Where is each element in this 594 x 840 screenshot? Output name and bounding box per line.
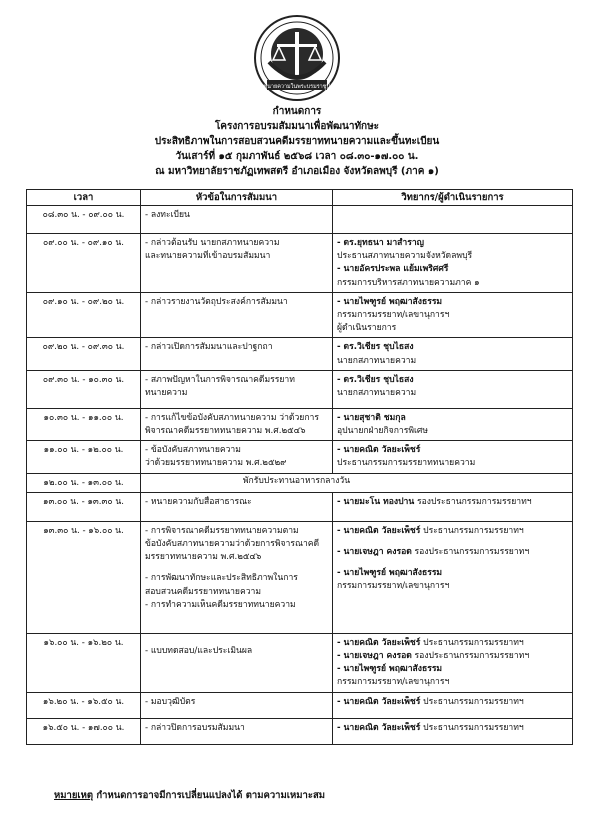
topic-line: พิจารณาคดีมรรยาททนายความ พ.ศ.๒๕๔๖ (145, 426, 306, 437)
topic-cell (141, 206, 333, 234)
topic-line: - การทำความเห็นคดีมรรยาททนายความ (145, 599, 296, 610)
topic-line: - ลงทะเบียน (145, 210, 190, 220)
time-cell: ๑๓.๓๐ น. - ๑๖.๐๐ น. (27, 521, 141, 633)
speaker-name: - ดร.วิเชียร ชุบไธสง (337, 374, 414, 385)
topic-line: - มอบวุฒิบัตร (145, 696, 196, 707)
speaker-role: กรรมการมรรยาท/เลขานุการฯ (337, 677, 450, 688)
topic-line: - ข้อบังคับสภาทนายความ (145, 445, 241, 456)
speaker-name-line (337, 722, 568, 735)
speaker-cell (333, 633, 573, 692)
time-cell: ๐๙.๓๐ น. - ๑๐.๓๐ น. (27, 370, 141, 408)
speaker-name-line (337, 567, 568, 580)
speaker-name-line (337, 637, 568, 650)
time-cell: ๐๙.๑๐ น. - ๐๙.๒๐ น. (27, 292, 141, 338)
topic-cell (141, 441, 333, 473)
header-project-cont: ประสิทธิภาพในการสอบสวนคดีมรรยาททนายความและขึ้นทะเบียน (154, 136, 440, 147)
speaker-name-line (337, 650, 568, 663)
time-cell: ๐๙.๒๐ น. - ๐๙.๓๐ น. (27, 338, 141, 370)
speaker-role: ประธานกรรมการมรรยาทฯ (420, 696, 524, 707)
time-cell: ๐๙.๐๐ น. - ๐๙.๑๐ น. (27, 234, 141, 293)
speaker-cell (333, 370, 573, 408)
speaker-role: ประธานกรรมการมรรยาททนายความ (337, 458, 476, 469)
speaker-role: รองประธานกรรมการมรรยาทฯ (414, 496, 532, 507)
speaker-name: - นายมะโน ทองปาน (337, 496, 415, 507)
speaker-role: ประธานกรรมการมรรยาทฯ (420, 722, 524, 733)
table-row (27, 633, 573, 692)
table-row (27, 338, 573, 370)
topic-line: สอบสวนคดีมรรยาททนายความ (145, 586, 262, 597)
topic-line: - กล่าวปิดการอบรมสัมมนา (145, 722, 245, 733)
speaker-name-line (337, 444, 568, 457)
time-cell: ๐๘.๓๐ น. - ๐๙.๐๐ น. (27, 206, 141, 234)
document-header (0, 104, 594, 179)
seal-text: สภาทนายความในพระบรมราชูปถัมภ์ (253, 84, 341, 90)
table-row (27, 292, 573, 338)
topic-cell (141, 633, 333, 692)
speaker-name: - นายไพฑูรย์ พฤฒาสังธรรม (337, 296, 443, 307)
topic-line: - การพัฒนาทักษะและประสิทธิภาพในการ (145, 573, 298, 584)
time-cell: ๑๓.๐๐ น. - ๑๓.๓๐ น. (27, 492, 141, 521)
time-cell: ๑๖.๒๐ น. - ๑๖.๕๐ น. (27, 692, 141, 718)
time-cell: ๑๖.๐๐ น. - ๑๖.๒๐ น. (27, 633, 141, 692)
speaker-name: - ดร.ยุทธนา มาสำราญ (337, 238, 424, 248)
topic-line: มรรยาททนายความ พ.ศ.๒๕๔๖ (145, 552, 262, 563)
topic-cell (141, 292, 333, 338)
lunch-break-cell (141, 473, 573, 492)
topic-line: - กล่าวต้อนรับ นายกสภาทนายความ (145, 238, 280, 248)
speaker-role: กรรมการบริหารสภาทนายความภาค ๑ (337, 277, 480, 288)
topic-cell (141, 521, 333, 633)
topic-cell (141, 338, 333, 370)
speaker-role: ประธานสภาทนายความจังหวัดลพบุรี (337, 251, 473, 262)
time-cell: ๑๐.๓๐ น. - ๑๑.๐๐ น. (27, 408, 141, 440)
speaker-cell (333, 718, 573, 744)
topic-line: - กล่าวเปิดการสัมมนาและปาฐกถา (145, 342, 273, 353)
topic-line: - การแก้ไขข้อบังคับสภาทนายความ ว่าด้วยการ (145, 412, 319, 423)
topic-line: - กล่าวรายงานวัตถุประสงค์การสัมมนา (145, 296, 288, 307)
speaker-role: รองประธานกรรมการมรรยาทฯ (411, 651, 530, 662)
schedule-header-row (27, 190, 573, 206)
time-cell: ๑๖.๕๐ น. - ๑๗.๐๐ น. (27, 718, 141, 744)
topic-line: - สภาพปัญหาในการพิจารณาคดีมรรยาท (145, 374, 295, 385)
speaker-name: - นายคณิต วัลยะเพ็ชร์ (337, 445, 421, 456)
table-row (27, 718, 573, 744)
speaker-name: - นายไพฑูรย์ พฤฒาสังธรรม (337, 664, 443, 675)
col-header-topic: หัวข้อในการสัมมนา (141, 190, 333, 206)
topic-line: และทนายความที่เข้าอบรมสัมมนา (145, 251, 271, 262)
table-row (27, 206, 573, 234)
topic-line: - แบบทดสอบ/และประเมินผล (145, 645, 253, 656)
speaker-cell (333, 292, 573, 338)
speaker-name: - นายคณิต วัลยะเพ็ชร์ (337, 722, 421, 733)
speaker-role: อุปนายกฝ่ายกิจการพิเศษ (337, 426, 429, 437)
schedule-table (26, 189, 573, 745)
speaker-name: - นายไพฑูรย์ พฤฒาสังธรรม (337, 568, 443, 579)
speaker-role: ประธานกรรมการมรรยาทฯ (420, 525, 524, 536)
topic-line (145, 637, 328, 645)
speaker-name: - นายสุชาติ ชมกุล (337, 412, 406, 423)
speaker-role: ประธานกรรมการมรรยาทฯ (420, 637, 524, 648)
topic-cell (141, 370, 333, 408)
speaker-name-line (337, 296, 568, 309)
speaker-cell (333, 492, 573, 521)
speaker-name: - นายคณิต วัลยะเพ็ชร์ (337, 696, 421, 707)
speaker-role: กรรมการมรรยาท/เลขานุการฯ (337, 310, 450, 321)
col-header-time: เวลา (27, 190, 141, 206)
table-row (27, 370, 573, 408)
table-row (27, 234, 573, 293)
lawyers-council-seal-icon (253, 14, 341, 102)
header-title: กำหนดการ (272, 106, 322, 117)
topic-line: ทนายความ (145, 388, 188, 399)
speaker-cell (333, 206, 573, 234)
table-row (27, 492, 573, 521)
speaker-name-line (337, 237, 568, 250)
topic-line: ข้อบังคับสภาทนายความว่าด้วยการพิจารณาคดี (145, 539, 320, 550)
remark-text: กำหนดการอาจมีการเปลี่ยนแปลงได้ ตามความเหมาะสม (93, 790, 326, 801)
speaker-cell (333, 234, 573, 293)
speaker-name: - นายคณิต วัลยะเพ็ชร์ (337, 637, 421, 648)
speaker-role: รองประธานกรรมการมรรยาทฯ (411, 547, 530, 558)
spacer (337, 559, 568, 567)
col-header-speaker: วิทยากร/ผู้ดำเนินรายการ (333, 190, 573, 206)
speaker-cell (333, 521, 573, 633)
speaker-role: กรรมการมรรยาท/เลขานุการฯ (337, 581, 450, 592)
lunch-break-label: พักรับประทานอาหารกลางวัน (242, 475, 351, 486)
header-project: โครงการอบรมสัมมนาเพื่อพัฒนาทักษะ (214, 121, 380, 132)
table-row (27, 408, 573, 440)
topic-line: - หนายความกับสื่อสาธารณะ (145, 496, 252, 507)
speaker-cell (333, 441, 573, 473)
speaker-name-line (337, 374, 568, 387)
topic-line: - การพิจารณาคดีมรรยาททนายความตาม (145, 525, 299, 536)
speaker-role: นายกสภาทนายความ (337, 355, 417, 366)
remark (54, 788, 325, 803)
topic-line: ว่าด้วยมรรยาททนายความ พ.ศ.๒๕๒๙ (145, 458, 287, 469)
header-venue: ณ มหาวิทยาลัยราชภัฏเทพสตรี อำเภอเมือง จังหวัดลพบุรี (ภาค ๑) (155, 166, 439, 177)
speaker-role-secondary: ผู้ดำเนินรายการ (337, 323, 397, 334)
speaker-name-line (337, 663, 568, 676)
speaker-name: - ดร.วิเชียร ชุบไธสง (337, 342, 414, 353)
speaker-name-line (337, 412, 568, 425)
speaker-cell (333, 692, 573, 718)
speaker-name: - นายคณิต วัลยะเพ็ชร์ (337, 525, 421, 536)
header-date: วันเสาร์ที่ ๑๕ กุมภาพันธ์ ๒๕๖๘ เวลา ๐๘.๓๐-๑๗.๐๐ น. (175, 151, 419, 162)
speaker-name-line (337, 525, 568, 538)
spacer (337, 538, 568, 546)
remark-label: หมายเหตุ (54, 790, 94, 801)
table-row (27, 692, 573, 718)
topic-cell (141, 692, 333, 718)
time-cell: ๑๑.๐๐ น. - ๑๒.๐๐ น. (27, 441, 141, 473)
speaker-name: - นายเจษฎา คงรอด (337, 651, 412, 662)
speaker-cell (333, 338, 573, 370)
speaker-cell (333, 408, 573, 440)
topic-cell (141, 718, 333, 744)
table-row (27, 521, 573, 633)
speaker-name-line (337, 263, 568, 276)
topic-cell (141, 234, 333, 293)
topic-cell (141, 492, 333, 521)
speaker-name: - นายอัครประพล แย้มเพริศศรี (337, 264, 449, 275)
table-row (27, 473, 573, 492)
time-cell: ๑๒.๐๐ น. - ๑๓.๐๐ น. (27, 473, 141, 492)
topic-cell (141, 408, 333, 440)
speaker-name-line (337, 546, 568, 559)
speaker-name-line (337, 496, 568, 509)
table-row (27, 441, 573, 473)
speaker-name-line (337, 341, 568, 354)
speaker-name-line (337, 696, 568, 709)
speaker-role: นายกสภาทนายความ (337, 388, 417, 399)
topic-line (145, 564, 328, 572)
speaker-name: - นายเจษฎา คงรอด (337, 547, 412, 558)
